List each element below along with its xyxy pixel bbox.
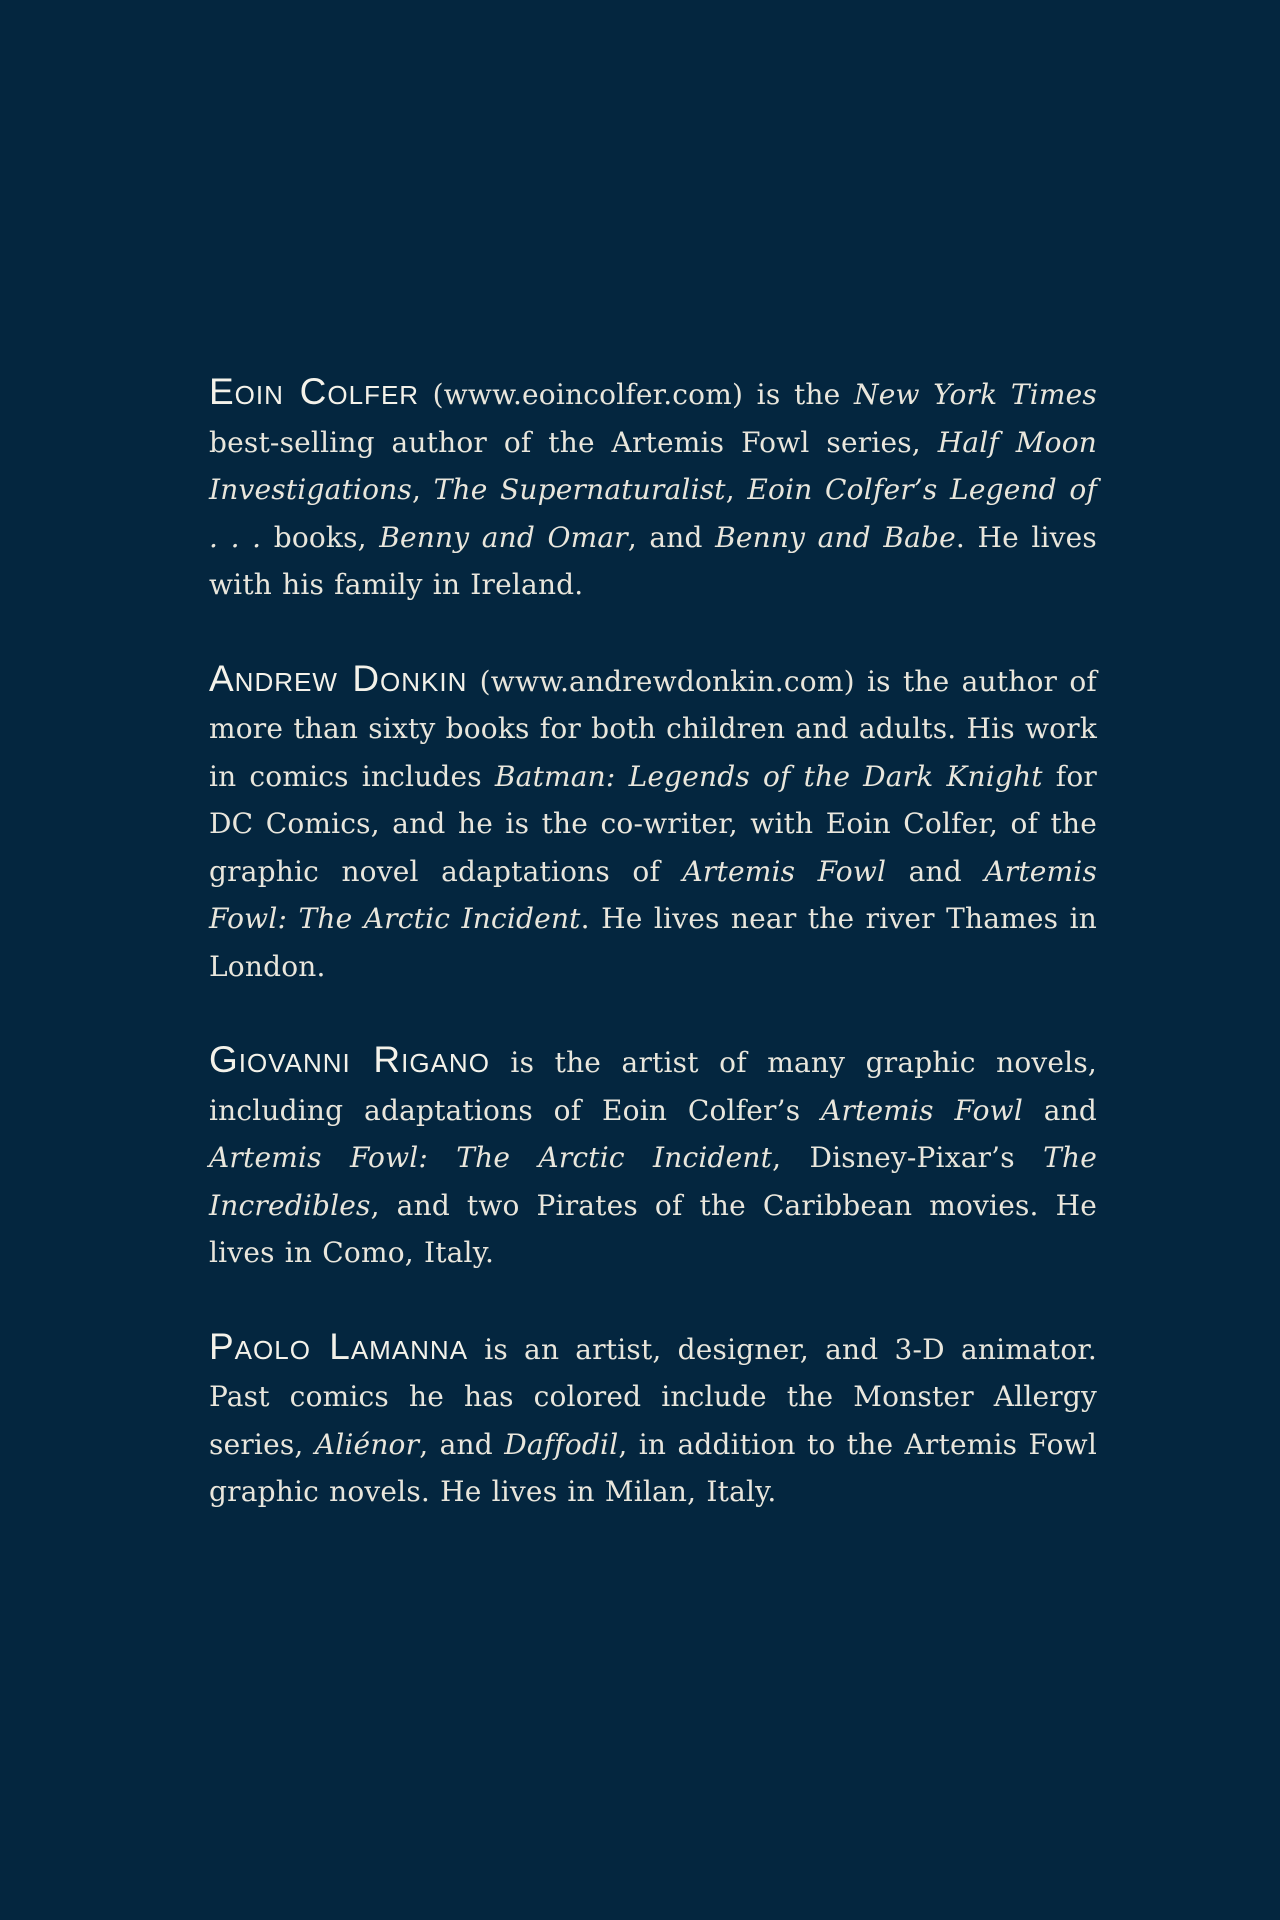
bio-text-segment: for DC Comics, and he is the co-writer, with Eoin Colfer, of the graphic novel adaptations of bbox=[209, 759, 1098, 888]
bio-title-italic: Artemis Fowl bbox=[682, 854, 887, 888]
bio-title-italic: Aliénor bbox=[314, 1427, 420, 1461]
bio-text-segment: , and two Pirates of the Caribbean movies. He lives in Como, Italy. bbox=[209, 1188, 1097, 1269]
bio-text-segment: (www.andrewdonkin.com) is the author of more than sixty books for both children and adults. His work in comics includes bbox=[209, 664, 1097, 793]
bio-text-segment: is the artist of many graphic novels, including adaptations of Eoin Colfer’s bbox=[209, 1046, 1098, 1127]
bio-text-segment: . He lives near the river Thames in London. bbox=[209, 902, 1097, 983]
bio-giovanni-rigano bbox=[209, 1036, 1097, 1277]
bio-title-italic: Batman: Legends of the Dark Knight bbox=[494, 759, 1043, 793]
bio-title-italic: Benny and Omar bbox=[379, 520, 628, 554]
bio-title-italic: Artemis Fowl: The Arctic Incident bbox=[209, 1141, 773, 1174]
bio-text-segment: , and bbox=[627, 520, 716, 554]
bio-title-italic: Artemis Fowl: The Arctic Incident bbox=[209, 854, 1098, 935]
bio-text-segment: , and bbox=[419, 1427, 505, 1461]
bio-name: Andrew Donkin bbox=[209, 657, 468, 699]
bio-text-segment: , in addition to the Artemis Fowl graphic novels. He lives in Milan, Italy. bbox=[209, 1427, 1097, 1508]
bio-title-italic: Half Moon Investigations bbox=[209, 425, 1097, 506]
bio-title-italic: Daffodil bbox=[504, 1427, 619, 1461]
bio-eoin-colfer bbox=[209, 368, 1097, 609]
bio-title-italic: Benny and Babe bbox=[715, 520, 956, 554]
contributor-bios bbox=[209, 368, 1097, 1562]
bio-text-segment: best-selling author of the Artemis Fowl series, bbox=[209, 425, 938, 459]
bio-text-segment: and bbox=[886, 854, 985, 888]
bio-name: Eoin Colfer bbox=[209, 371, 420, 412]
bio-text-segment: and bbox=[1022, 1093, 1097, 1127]
bio-text-segment: (www.eoincolfer.com) is the bbox=[419, 378, 855, 411]
bio-name: Giovanni Rigano bbox=[209, 1039, 490, 1080]
bio-title-italic: The Supernaturalist bbox=[433, 473, 726, 506]
bio-andrew-donkin bbox=[209, 655, 1097, 991]
bio-name: Paolo Lamanna bbox=[209, 1325, 469, 1367]
bio-paolo-lamanna bbox=[209, 1323, 1097, 1516]
bio-title-italic: The Incredibles bbox=[209, 1141, 1097, 1222]
bio-text-segment: , bbox=[411, 473, 434, 506]
bio-text-segment: is an artist, designer, and 3-D animator. Past comics he has colored include the Monster Allergy series, bbox=[209, 1332, 1098, 1461]
bio-text-segment: books, bbox=[261, 520, 380, 554]
bio-title-italic: Eoin Colfer’s Legend of . . . bbox=[209, 473, 1098, 554]
bio-text-segment: . He lives with his family in Ireland. bbox=[209, 520, 1097, 601]
bio-title-italic: New York Times bbox=[854, 378, 1097, 411]
bio-title-italic: Artemis Fowl bbox=[821, 1093, 1023, 1127]
bio-text-segment: , bbox=[725, 473, 748, 506]
bio-text-segment: , Disney-Pixar’s bbox=[772, 1141, 1044, 1174]
bio-text bbox=[209, 665, 1097, 983]
